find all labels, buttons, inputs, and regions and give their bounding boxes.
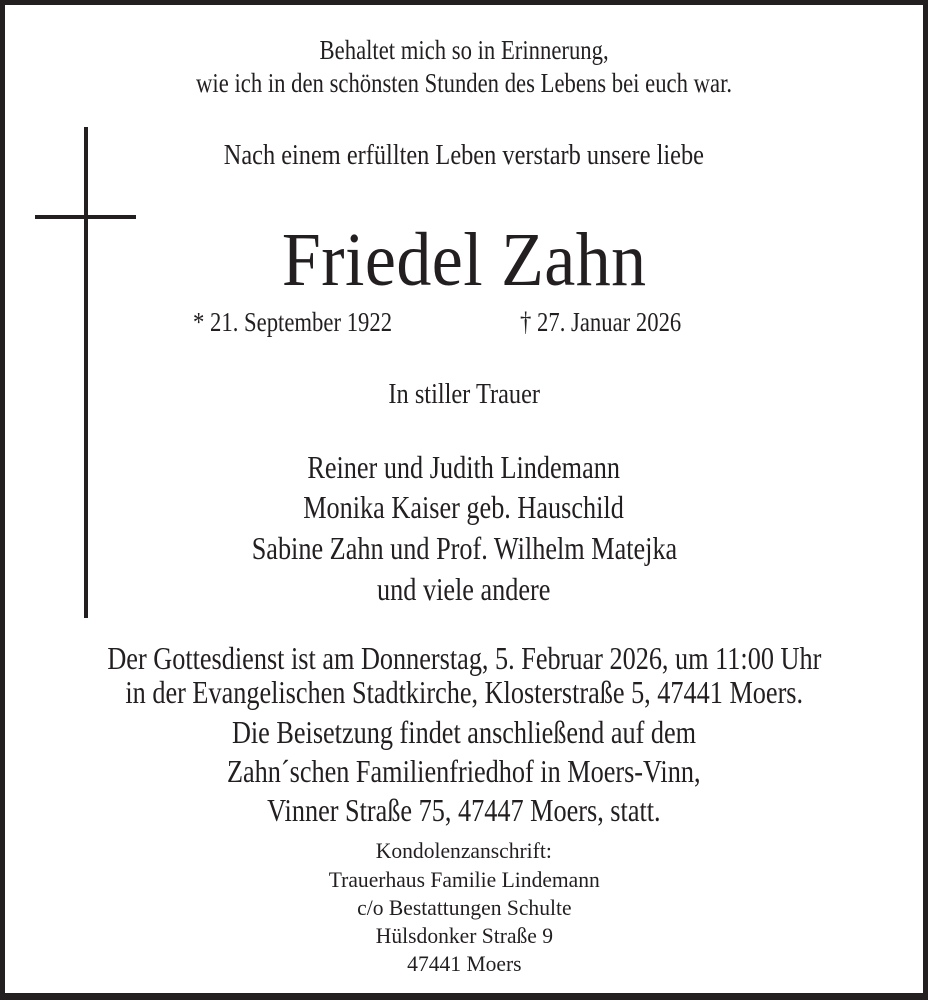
death-notice-frame	[5, 5, 923, 993]
quote-line: Behaltet mich so in Erinnerung,	[319, 35, 609, 65]
condolence-heading: Kondolenzanschrift:	[375, 838, 553, 863]
deceased-name: Friedel Zahn	[281, 218, 647, 302]
mourner: Reiner und Judith Lindemann	[307, 449, 621, 485]
service-line: Der Gottesdienst ist am Donnerstag, 5. Februar 2026, um 11:00 Uhr	[107, 640, 821, 676]
burial-line: Die Beisetzung findet anschließend auf dem	[231, 714, 697, 750]
service-line: in der Evangelischen Stadtkirche, Klosterstraße 5, 47441 Moers.	[125, 674, 803, 710]
condolence-line: c/o Bestattungen Schulte	[356, 895, 572, 920]
mourner: und viele andere	[377, 571, 551, 607]
cross-horizontal-bar	[35, 215, 136, 219]
condolence-line: Trauerhaus Familie Lindemann	[328, 867, 600, 892]
condolence-line: Hülsdonker Straße 9	[375, 923, 553, 948]
burial-line: Zahn´schen Familienfriedhof in Moers-Vinn,	[227, 753, 701, 789]
mourner: Sabine Zahn und Prof. Wilhelm Matejka	[251, 530, 677, 566]
mourning-line: In stiller Trauer	[388, 378, 540, 410]
condolence-line: 47441 Moers	[406, 951, 522, 976]
mourner: Monika Kaiser geb. Hauschild	[303, 489, 625, 525]
death-date: † 27. Januar 2026	[520, 307, 682, 337]
intro-text: Nach einem erfüllten Leben verstarb unsere liebe	[223, 139, 705, 171]
birth-date: * 21. September 1922	[193, 307, 393, 337]
quote-line: wie ich in den schönsten Stunden des Lebens bei euch war.	[196, 68, 732, 98]
burial-line: Vinner Straße 75, 47447 Moers, statt.	[267, 792, 661, 828]
